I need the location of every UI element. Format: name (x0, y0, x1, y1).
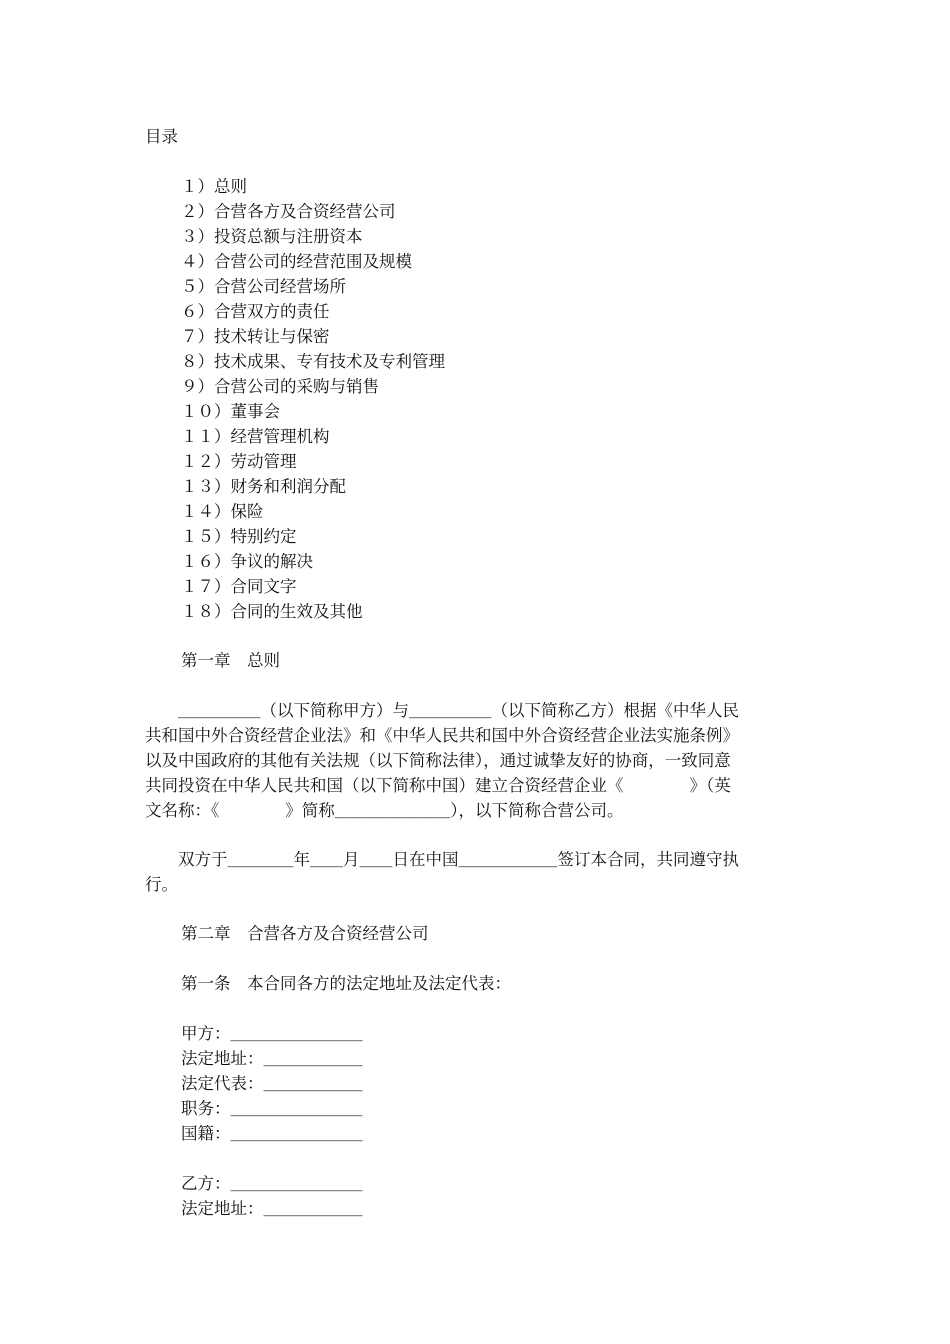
party-b-address-line: 法定地址：＿＿＿＿＿＿ (181, 1199, 363, 1218)
article-heading: 第一条 本合同各方的法定地址及法定代表： (181, 974, 511, 993)
toc-item: ７）技术转让与保密 (181, 327, 330, 346)
party-b-name-line: 乙方：＿＿＿＿＿＿＿＿ (181, 1174, 363, 1193)
toc-item: ８）技术成果、专有技术及专利管理 (181, 352, 445, 371)
toc-item: １３）财务和利润分配 (181, 477, 346, 496)
toc-item: ６）合营双方的责任 (181, 302, 330, 321)
toc-item: １８）合同的生效及其他 (181, 602, 363, 621)
toc-item: ２）合营各方及合资经营公司 (181, 202, 396, 221)
paragraph-line: 共同投资在中华人民共和国（以下简称中国）建立合资经营企业《 》（英 (145, 776, 731, 795)
paragraph-line: 文名称：《 》简称＿＿＿＿＿＿＿），以下简称合营公司。 (145, 801, 624, 820)
paragraph-line: 双方于＿＿＿＿年＿＿月＿＿日在中国＿＿＿＿＿＿签订本合同，共同遵守执 (145, 850, 739, 869)
party-a-representative-line: 法定代表：＿＿＿＿＿＿ (181, 1074, 363, 1093)
toc-item: ４）合营公司的经营范围及规模 (181, 252, 412, 271)
paragraph-line: 行。 (145, 875, 178, 894)
toc-item: １７）合同文字 (181, 577, 297, 596)
paragraph-line: ＿＿＿＿＿（以下简称甲方）与＿＿＿＿＿（以下简称乙方）根据《中华人民 (145, 701, 739, 720)
paragraph-line: 共和国中外合资经营企业法》和《中华人民共和国中外合资经营企业法实施条例》 (145, 726, 739, 745)
toc-item: １）总则 (181, 177, 247, 196)
paragraph-line: 以及中国政府的其他有关法规（以下简称法律），通过诚挚友好的协商，一致同意 (145, 751, 731, 770)
chapter-heading: 第一章 总则 (181, 651, 280, 670)
party-a-position-line: 职务：＿＿＿＿＿＿＿＿ (181, 1099, 363, 1118)
toc-item: １１）经营管理机构 (181, 427, 330, 446)
toc-item: ５）合营公司经营场所 (181, 277, 346, 296)
party-a-address-line: 法定地址：＿＿＿＿＿＿ (181, 1049, 363, 1068)
toc-item: １５）特别约定 (181, 527, 297, 546)
toc-item: １２）劳动管理 (181, 452, 297, 471)
chapter-heading: 第二章 合营各方及合资经营公司 (181, 924, 429, 943)
toc-item: １６）争议的解决 (181, 552, 313, 571)
toc-item: １４）保险 (181, 502, 264, 521)
party-a-name-line: 甲方：＿＿＿＿＿＿＿＿ (181, 1024, 363, 1043)
toc-item: ３）投资总额与注册资本 (181, 227, 363, 246)
toc-title: 目录 (145, 127, 178, 146)
toc-item: ９）合营公司的采购与销售 (181, 377, 379, 396)
party-a-nationality-line: 国籍：＿＿＿＿＿＿＿＿ (181, 1124, 363, 1143)
toc-item: １０）董事会 (181, 402, 280, 421)
